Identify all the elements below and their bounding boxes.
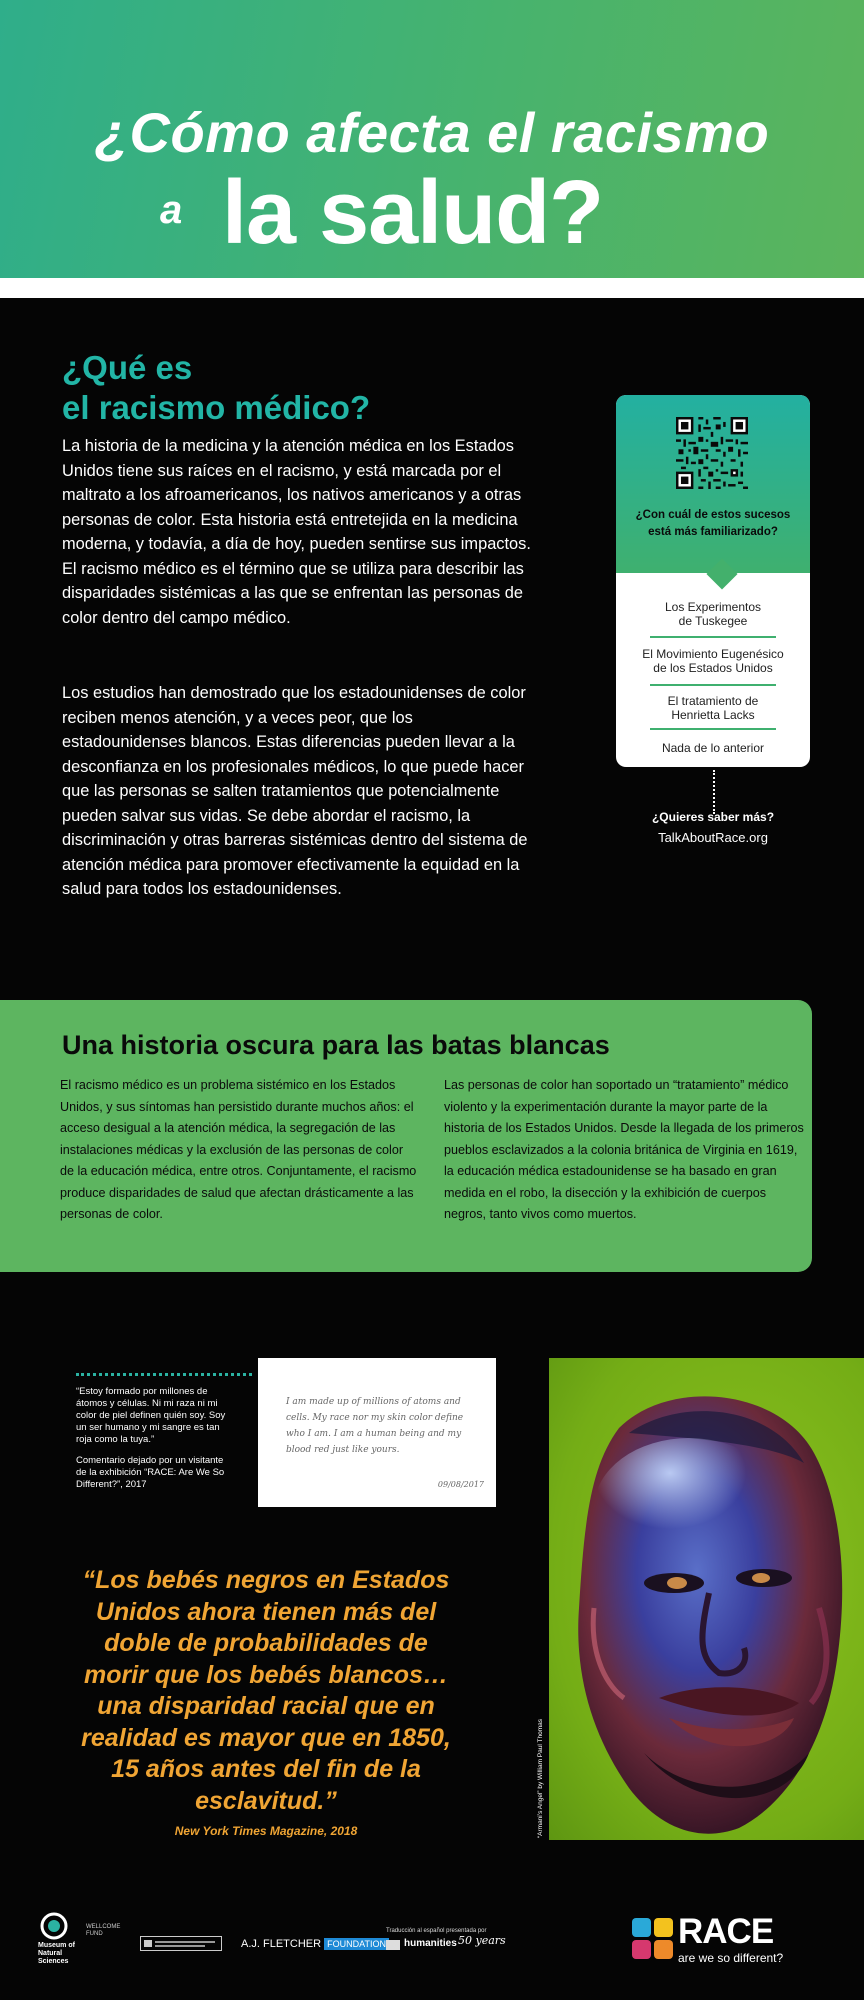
section-title-medical-racism	[62, 348, 370, 428]
history-column-1: El racismo médico es un problema sistémico en los Estados Unidos, y sus síntomas han persistido durante muchos años: el acceso desigual a la atención médica, la segregación de las instalaciones médicas y la exclusión de las personas de color de la educación médica, entre otros. Conjuntamente, el racismo produce disparidades de salud que afectan drásticamente a las personas de color.	[60, 1078, 417, 1221]
translation-credit: Traducción al español presentada por	[386, 1928, 487, 1934]
fletcher-logo	[241, 1938, 389, 1950]
pull-quote-source: New York Times Magazine, 2018	[174, 1824, 358, 1838]
section-title-line2: el racismo médico?	[62, 389, 371, 426]
poll-option-label: El tratamiento de	[667, 694, 759, 708]
poll-option-label: Henrietta Lacks	[671, 708, 755, 722]
poll-option-tuskegee[interactable]	[630, 600, 796, 628]
museum-name: Museum of Natural Sciences	[38, 1942, 75, 1965]
poll-card	[616, 395, 810, 767]
poll-option-eugenics[interactable]	[630, 647, 796, 675]
humanities-seal-icon	[386, 1940, 400, 1950]
history-title: Una historia oscura para las batas blancas	[62, 1030, 610, 1060]
history-column-2: Las personas de color han soportado un “tratamiento” médico violento y la experimentación durante la mayor parte de la historia de los Estados Unidos. Desde la llegada de los primeros pueblos esclavizados a la colonia británica de Virginia en 1619, la educación médica estadounidense se ha basado en gran medida en el robo, la disección y la exhibición de cuerpos negros, tanto vivos como muertos.	[444, 1078, 804, 1221]
hero-title-line2: la salud?	[222, 163, 604, 263]
portrait-painting	[549, 1358, 864, 1840]
intro-paragraph-1: La historia de la medicina y la atención médica en los Estados Unidos tiene sus raíces en el racismo, y está marcada por el maltrato a los afroamericanos, los nativos americanos y a otras personas de color. Esta historia está entretejida en la medicina moderna, y todavía, a día de hoy, pueden sentirse sus impactos. El racismo médico es el término que se utiliza para describir las disparidades sistémicas a las que se enfrentan las personas de color dentro del campo médico.	[62, 437, 531, 627]
fletcher-name: A.J. FLETCHER	[241, 1938, 322, 1950]
pull-quote: “Los bebés negros en Estados Unidos ahora tienen más del doble de probabilidades de morir que los bebés blancos… una disparidad racial que en realidad es mayor que en 1850, 15 años antes del fin de la esclavitud.”	[81, 1566, 451, 1815]
poll-option-label: Los Experimentos	[664, 600, 762, 614]
visitor-quote: “Estoy formado por millones de átomos y células. Ni mi raza ni mi color de piel definen quién soy. Soy un ser humano y mi sangre es tan roja como la tuya.”	[76, 1386, 226, 1445]
hero-title-connector: a	[160, 188, 183, 232]
painting-caption: “Armani’s Angel” by William Paul Thomas	[537, 1719, 544, 1838]
handwritten-comment-card	[258, 1358, 496, 1507]
poll-option-none[interactable]	[630, 741, 796, 755]
fifty-years-logo: 50 years	[458, 1934, 506, 1947]
partner-logo-box	[140, 1936, 222, 1951]
wellcome-fund-logo: WELLCOME FUND	[86, 1924, 121, 1937]
poll-option-label: El Movimiento Eugenésico	[642, 647, 784, 661]
dotted-connector	[713, 770, 715, 814]
poll-divider	[650, 728, 776, 730]
race-wordmark: RACE	[678, 1912, 774, 1951]
fletcher-foundation: FOUNDATION	[324, 1938, 389, 1950]
quote-dotted-rule	[76, 1373, 252, 1376]
handwritten-date: 09/08/2017	[437, 1480, 484, 1489]
intro-paragraph-2: Los estudios han demostrado que los estadounidenses de color reciben menos atención, y a veces peor, que los estadounidenses blancos. Estas diferencias pueden llevar a la desconfianza en los profesionales médicos, lo que puede hacer que las personas se salten tratamientos que potencialmente pueden salvar sus vidas. Se debe abordar el racismo, la discriminación y otras barreras sistémicas dentro del sistema de atención médica para promover efectivamente la equidad en la salud para todos los estadounidenses.	[62, 684, 528, 898]
poll-question: ¿Con cuál de estos sucesos está más familiarizado?	[635, 509, 791, 538]
qr-code-icon[interactable]	[676, 417, 748, 489]
divider-band	[0, 278, 864, 298]
partner-seal-icon	[141, 1937, 221, 1950]
poll-option-henrietta-lacks[interactable]	[630, 694, 796, 722]
poll-option-label: Nada de lo anterior	[661, 741, 765, 755]
handwritten-comment: I am made up of millions of atoms and cells. My race nor my skin color define who I am. I am a human being and my blood red just like yours.	[286, 1397, 464, 1455]
hero-title-line1: ¿Cómo afecta el racismo	[94, 101, 770, 164]
portrait-illustration	[549, 1358, 864, 1840]
poll-divider	[650, 684, 776, 686]
learn-more-question: ¿Quieres saber más?	[651, 810, 775, 824]
race-logo-icon	[632, 1918, 674, 1960]
hero-banner	[0, 0, 864, 278]
poll-option-label: de los Estados Unidos	[653, 661, 773, 675]
learn-more-link[interactable]: TalkAboutRace.org	[658, 830, 768, 845]
race-tagline: are we so different?	[678, 1951, 784, 1965]
poll-option-label: de Tuskegee	[678, 614, 748, 628]
museum-logo-icon	[38, 1912, 70, 1940]
humanities-logo: humanities	[404, 1938, 457, 1949]
poll-divider	[650, 636, 776, 638]
visitor-credit: Comentario dejado por un visitante de la exhibición “RACE: Are We So Different?”, 2017	[76, 1455, 225, 1490]
section-title-line1: ¿Qué es	[62, 349, 193, 386]
